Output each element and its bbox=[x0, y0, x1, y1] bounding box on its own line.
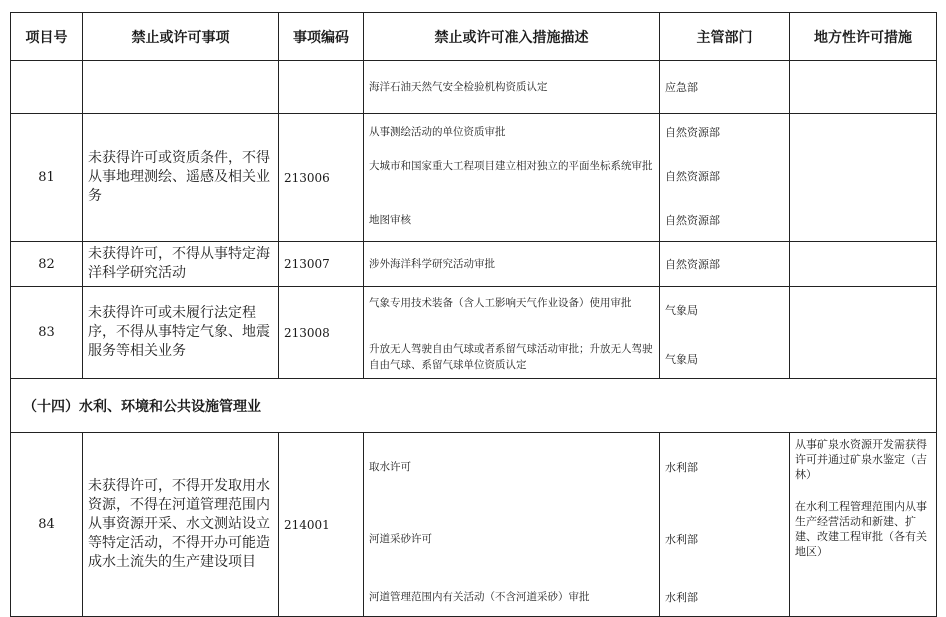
measure-description: 海洋石油天然气安全检验机构资质认定 bbox=[364, 61, 660, 114]
measure-description-group bbox=[364, 114, 660, 242]
measure-description: 涉外海洋科学研究活动审批 bbox=[364, 242, 660, 287]
header-local-measures: 地方性许可措施 bbox=[790, 13, 937, 61]
header-row bbox=[11, 13, 937, 61]
item-text: 未获得许可或未履行法定程序，不得从事特定气象、地震服务等相关业务 bbox=[83, 287, 279, 379]
measure-description-group bbox=[364, 433, 660, 617]
table-row bbox=[11, 114, 937, 242]
header-department: 主管部门 bbox=[660, 13, 790, 61]
department: 气象局 bbox=[665, 352, 698, 366]
table-row bbox=[11, 287, 937, 379]
item-text: 未获得许可，不得从事特定海洋科学研究活动 bbox=[83, 242, 279, 287]
header-item: 禁止或许可事项 bbox=[83, 13, 279, 61]
item-number: 81 bbox=[11, 114, 83, 242]
item-code bbox=[279, 61, 364, 114]
section-heading: （十四）水利、环境和公共设施管理业 bbox=[11, 379, 937, 433]
department-group bbox=[660, 287, 790, 379]
item-code: 213006 bbox=[279, 114, 364, 242]
measure-description: 取水许可 bbox=[369, 460, 411, 473]
local-measure bbox=[790, 61, 937, 114]
department: 水利部 bbox=[665, 590, 698, 604]
regulation-table-page bbox=[10, 12, 936, 617]
item-text: 未获得许可，不得开发取用水资源，不得在河道管理范围内从事资源开采、水文测站设立等特定活动，不得开办可能造成水土流失的生产建设项目 bbox=[83, 433, 279, 617]
department-group bbox=[660, 433, 790, 617]
measure-description: 大城市和国家重大工程项目建立相对独立的平面坐标系统审批 bbox=[369, 159, 653, 172]
department: 水利部 bbox=[665, 460, 698, 474]
header-item-no: 项目号 bbox=[11, 13, 83, 61]
item-number: 83 bbox=[11, 287, 83, 379]
department: 自然资源部 bbox=[665, 213, 720, 227]
measure-description-group bbox=[364, 287, 660, 379]
measure-description: 地图审核 bbox=[369, 213, 411, 226]
measure-description: 河道采砂许可 bbox=[369, 532, 432, 545]
item-code: 214001 bbox=[279, 433, 364, 617]
local-measure bbox=[790, 242, 937, 287]
local-measure bbox=[790, 287, 937, 379]
local-measure: 在水利工程管理范围内从事生产经营活动和新建、扩建、改建工程审批（各有关地区） bbox=[795, 499, 927, 558]
item-code: 213007 bbox=[279, 242, 364, 287]
regulation-table bbox=[10, 12, 937, 617]
department: 水利部 bbox=[665, 532, 698, 546]
table-row bbox=[11, 61, 937, 114]
department: 气象局 bbox=[665, 303, 698, 317]
department: 自然资源部 bbox=[665, 125, 720, 139]
header-description: 禁止或许可准入措施描述 bbox=[364, 13, 660, 61]
section-row bbox=[11, 379, 937, 433]
local-measure-group bbox=[790, 433, 937, 617]
department-group bbox=[660, 114, 790, 242]
item-number: 84 bbox=[11, 433, 83, 617]
department: 应急部 bbox=[660, 61, 790, 114]
measure-description: 升放无人驾驶自由气球或者系留气球活动审批；升放无人驾驶自由气球、系留气球单位资质认定 bbox=[369, 342, 653, 371]
measure-description: 气象专用技术装备（含人工影响天气作业设备）使用审批 bbox=[369, 296, 632, 309]
measure-description: 从事测绘活动的单位资质审批 bbox=[369, 125, 506, 138]
table-row bbox=[11, 242, 937, 287]
department: 自然资源部 bbox=[665, 169, 720, 183]
item-number: 82 bbox=[11, 242, 83, 287]
department: 自然资源部 bbox=[660, 242, 790, 287]
item-number bbox=[11, 61, 83, 114]
table-row bbox=[11, 433, 937, 617]
measure-description: 河道管理范围内有关活动（不含河道采砂）审批 bbox=[369, 590, 590, 603]
item-code: 213008 bbox=[279, 287, 364, 379]
header-code: 事项编码 bbox=[279, 13, 364, 61]
item-text bbox=[83, 61, 279, 114]
local-measure: 从事矿泉水资源开发需获得许可并通过矿泉水鉴定（吉林） bbox=[795, 437, 927, 481]
local-measure bbox=[790, 114, 937, 242]
item-text: 未获得许可或资质条件，不得从事地理测绘、遥感及相关业务 bbox=[83, 114, 279, 242]
